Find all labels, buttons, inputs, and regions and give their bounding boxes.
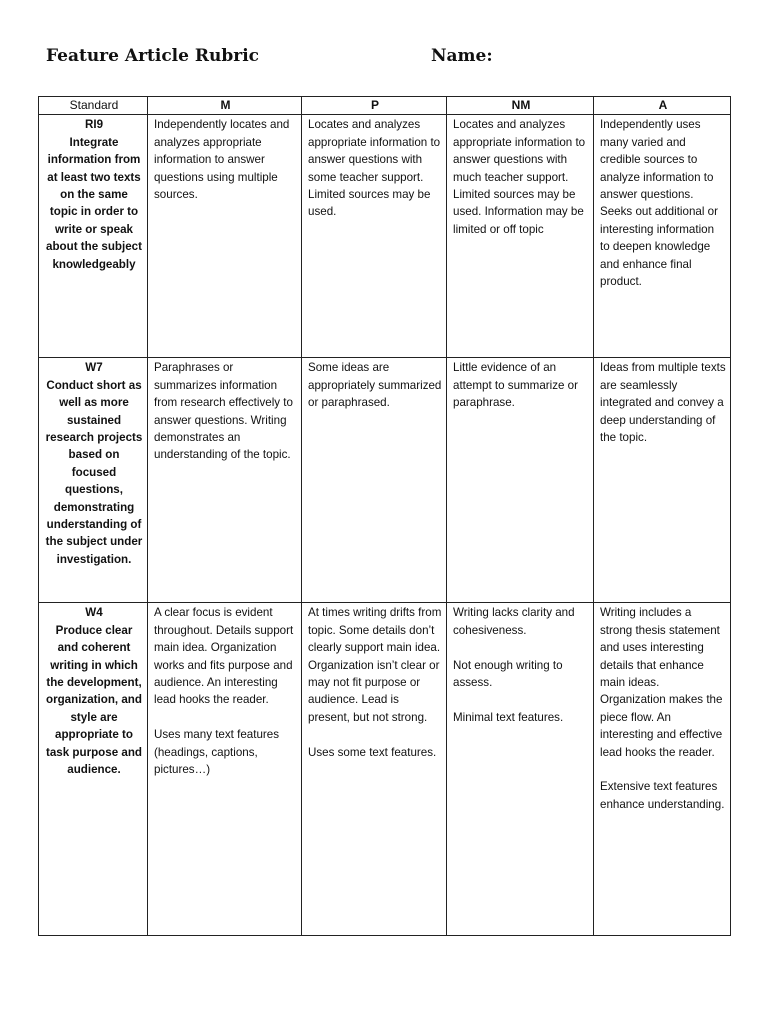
cell-paragraph: Writing lacks clarity and cohesiveness. [453, 606, 578, 637]
column-header-nm: NM [447, 97, 594, 115]
cell-m [148, 603, 302, 936]
cell-paragraph: Uses many text features (headings, captions, pictures…) [154, 728, 283, 777]
cell-paragraph: A clear focus is evident throughout. Details support main idea. Organization works and fits purpose and audience. An interesting lead hooks the reader. [154, 606, 297, 707]
cell-m: Paraphrases or summarizes information from research effectively to answer questions. Writing demonstrates an understanding of the topic. [148, 358, 302, 603]
column-header-a: A [594, 97, 731, 115]
cell-paragraph: Uses some text features. [308, 745, 437, 759]
cell-paragraph: Writing includes a strong thesis statement and uses interesting details that enhance main ideas. Organization makes the piece flow. An interesting and effective lead hooks the reader. [600, 606, 726, 759]
cell-paragraph: At times writing drifts from topic. Some details don’t clearly support main idea. Organization isn’t clear or may not fit purpose or audience. Lead is present, but not strong. [308, 606, 445, 724]
standard-cell [39, 115, 148, 358]
rubric-table [38, 96, 731, 936]
cell-p [302, 603, 447, 936]
standard-code: W7 [85, 361, 103, 375]
page-title: Feature Article Rubric [46, 46, 260, 66]
cell-a: Ideas from multiple texts are seamlessly integrated and convey a deep understanding of the topic. [594, 358, 731, 603]
cell-paragraph: Minimal text features. [453, 710, 564, 724]
standard-cell [39, 358, 148, 603]
standard-code: W4 [85, 606, 103, 620]
standard-text: Conduct short as well as more sustained research projects based on focused questions, demonstrating understanding of the subject under investigation. [45, 378, 146, 566]
column-header-standard: Standard [39, 97, 148, 115]
cell-nm [447, 603, 594, 936]
cell-paragraph: Extensive text features enhance understanding. [600, 780, 725, 811]
standard-text: Integrate information from at least two texts on the same topic in order to write or speak about the subject knowledgeably [46, 135, 146, 271]
cell-a [594, 603, 731, 936]
cell-paragraph: Not enough writing to assess. [453, 658, 566, 690]
table-row [39, 603, 731, 936]
name-label: Name: [431, 46, 493, 66]
cell-p: Some ideas are appropriately summarized or paraphrased. [302, 358, 447, 603]
cell-a: Independently uses many varied and credible sources to analyze information to answer questions. Seeks out additional or interesting information to deepen knowledge and enhance final product. [594, 115, 731, 358]
standard-code: RI9 [84, 118, 104, 132]
table-row [39, 115, 731, 358]
cell-m: Independently locates and analyzes appropriate information to answer questions using multiple sources. [148, 115, 302, 358]
cell-nm: Little evidence of an attempt to summarize or paraphrase. [447, 358, 594, 603]
standard-text: Produce clear and coherent writing in which the development, organization, and style are appropriate to task purpose and audience. [46, 623, 146, 777]
table-row [39, 358, 731, 603]
cell-nm: Locates and analyzes appropriate information to answer questions with much teacher support. Limited sources may be used. Information may be limited or off topic [447, 115, 594, 358]
column-header-m: M [148, 97, 302, 115]
header-row [39, 97, 731, 115]
column-header-p: P [302, 97, 447, 115]
standard-cell [39, 603, 148, 936]
cell-p: Locates and analyzes appropriate information to answer questions with some teacher support. Limited sources may be used. [302, 115, 447, 358]
